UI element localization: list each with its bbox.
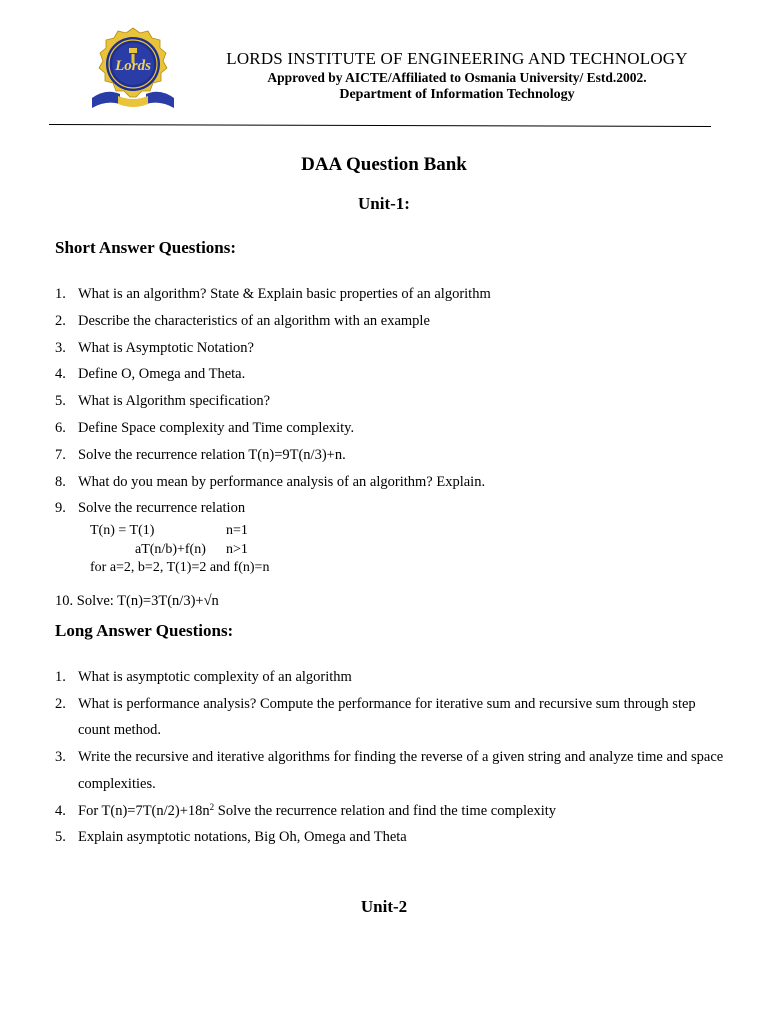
unit-2-title: Unit-2: [360, 897, 408, 916]
institute-approval: Approved by AICTE/Affiliated to Osmania University/ Estd.2002.: [267, 70, 647, 85]
list-item: 7. Solve the recurrence relation T(n)=9T(n/3)+n.: [55, 446, 346, 463]
short-answer-question-10: 10. Solve: T(n)=3T(n/3)+√n: [55, 593, 219, 609]
recurrence-case-2-condition: n>1: [226, 541, 248, 557]
list-item: 5. What is Algorithm specification?: [55, 393, 271, 410]
list-item: 8. What do you mean by performance analysis of an algorithm? Explain.: [55, 473, 486, 490]
list-item: 3. Write the recursive and iterative algorithms for finding the reverse of a given string and analyze time and space complexities.: [55, 749, 724, 792]
list-item: 4. Define O, Omega and Theta.: [55, 366, 246, 383]
list-item: 6. Define Space complexity and Time complexity.: [55, 419, 355, 436]
lords-institute-crest-icon: [88, 24, 178, 114]
header-divider: [49, 124, 711, 127]
recurrence-case-1-expr: T(n) = T(1): [90, 523, 155, 538]
list-item: 4. For $T(n)=7T(n/2)+18n^2$ Solve the recurrence relation and find the time complexity: [55, 801, 557, 819]
unit-1-title: Unit-1:: [358, 194, 410, 213]
list-item: 3. What is Asymptotic Notation?: [55, 339, 254, 356]
list-item: 1. What is asymptotic complexity of an algorithm: [55, 669, 352, 685]
list-item: 2. Describe the characteristics of an algorithm with an example: [55, 312, 430, 329]
list-item: 9. Solve the recurrence relation: [55, 500, 246, 517]
list-item: 2. What is performance analysis? Compute the performance for iterative sum and recursive sum through step count method.: [55, 695, 696, 739]
recurrence-given-values: for a=2, b=2, T(1)=2 and f(n)=n: [90, 560, 270, 575]
document-title: DAA Question Bank: [301, 154, 467, 175]
recurrence-case-2-expr: aT(n/b)+f(n): [135, 541, 206, 557]
list-item: 1. What is an algorithm? State & Explain basic properties of an algorithm: [55, 286, 491, 302]
department-name: Department of Information Technology: [339, 87, 575, 102]
long-answer-heading: Long Answer Questions:: [55, 621, 234, 640]
recurrence-case-1-condition: n=1: [226, 523, 248, 538]
long-answer-list: [55, 664, 725, 851]
short-answer-heading: Short Answer Questions:: [55, 238, 237, 257]
institute-name: LORDS INSTITUTE OF ENGINEERING AND TECHNOLOGY: [226, 49, 688, 68]
logo-text: Lords: [115, 58, 151, 74]
short-answer-list: [55, 281, 725, 522]
list-item: 5. Explain asymptotic notations, Big Oh, Omega and Theta: [55, 829, 407, 846]
